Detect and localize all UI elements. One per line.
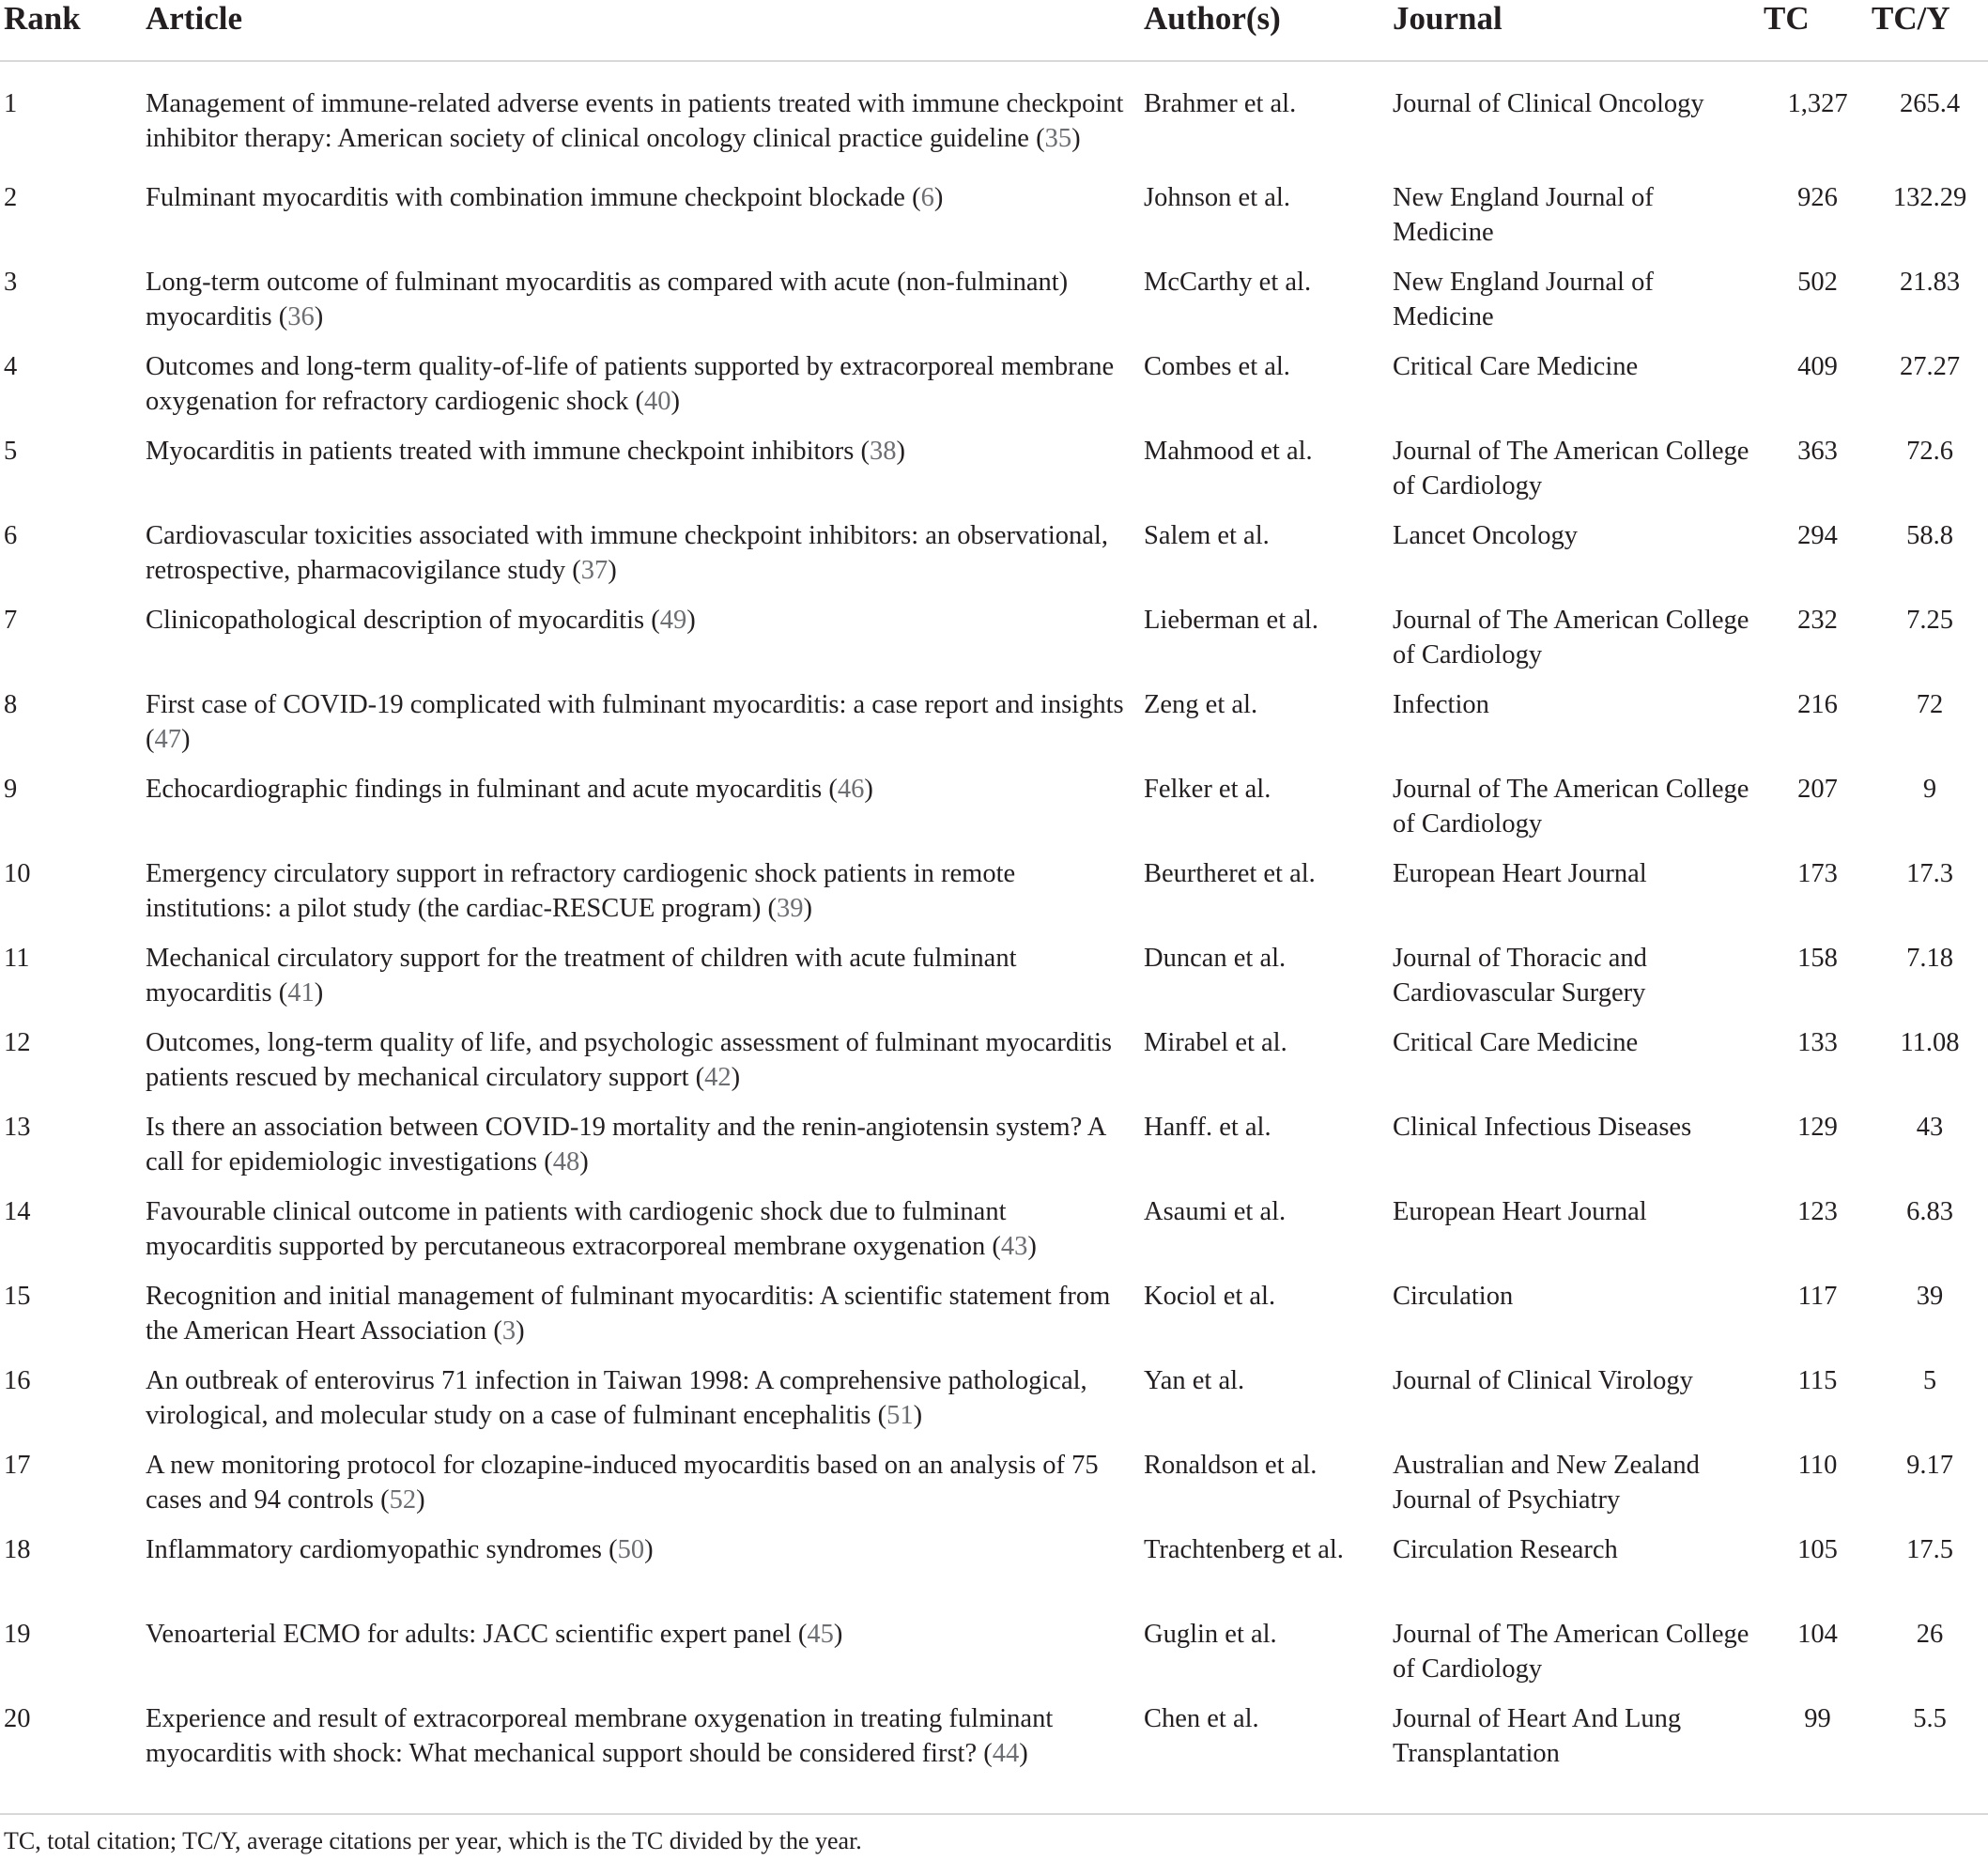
cell-journal [1393,1448,1764,1532]
reference-link[interactable]: 41 [287,978,315,1007]
cell-article [146,1701,1144,1786]
cell-authors [1144,687,1393,772]
authors-text: Johnson et al. [1144,183,1290,212]
cell-authors [1144,1279,1393,1363]
table-row [0,687,1988,772]
cell-authors [1144,941,1393,1025]
cell-journal [1393,1110,1764,1194]
cell-tc: 99 [1804,1704,1831,1733]
cell-tcy: 72 [1916,690,1944,719]
cell-tcy: 5 [1922,1366,1937,1395]
reference-link[interactable]: 39 [777,894,804,923]
cell-journal [1393,1617,1764,1701]
ref-close-paren: ) [933,183,944,212]
reference-link[interactable]: 50 [617,1535,645,1564]
reference-link[interactable]: 49 [659,606,687,635]
table-row [0,1025,1988,1110]
table-row [0,1617,1988,1701]
cell-tcy: 39 [1916,1282,1944,1311]
cell-tc: 173 [1797,859,1838,888]
authors-text: Mahmood et al. [1144,437,1313,466]
table-row [0,1279,1988,1363]
journal-text: Circulation [1393,1282,1514,1311]
table-row [0,518,1988,603]
table-row [0,1448,1988,1532]
cell-rank: 8 [4,690,18,719]
table-row [0,180,1988,265]
cell-journal [1393,1363,1764,1448]
ref-close-paren: ) [314,978,324,1007]
reference-link[interactable]: 42 [704,1063,732,1092]
cell-tcy: 72.6 [1906,437,1953,466]
authors-text: Mirabel et al. [1144,1028,1287,1057]
article-title: Management of immune-related adverse events in patients treated with immune checkpoint inhibitor therapy: American society of clinical oncology clinical practice guideline [146,89,1124,153]
cell-rank: 14 [4,1197,31,1226]
cell-rank: 4 [4,352,18,381]
cell-rank: 13 [4,1113,31,1142]
table-row [0,1532,1988,1617]
reference-link[interactable]: 43 [1000,1232,1028,1261]
table-row [0,856,1988,941]
ref-open-paren: ( [904,183,921,212]
header-article: Article [146,0,1144,61]
cell-journal [1393,772,1764,856]
cell-article [146,603,1144,687]
article-title: Inflammatory cardiomyopathic syndromes [146,1535,602,1564]
journal-text: Journal of The American College of Cardiology [1393,437,1749,500]
authors-text: Zeng et al. [1144,690,1258,719]
article-title: A new monitoring protocol for clozapine-induced myocarditis based on an analysis of 75 cases and 94 controls [146,1451,1099,1515]
cell-tcy: 27.27 [1899,352,1961,381]
authors-text: Beurtheret et al. [1144,859,1316,888]
cell-tcy: 26 [1916,1620,1944,1649]
article-title: Experience and result of extracorporeal membrane oxygenation in treating fulminant myocarditis with shock: What mechanical support should be considered first? [146,1704,1054,1768]
table-body [0,61,1988,1786]
ref-close-paren: ) [416,1485,425,1515]
cell-tc: 115 [1797,1366,1838,1395]
ref-close-paren: ) [833,1620,843,1649]
article-title: Outcomes and long-term quality-of-life of patients supported by extracorporeal membrane oxygenation for refractory cardiogenic shock [146,352,1115,416]
journal-text: Journal of The American College of Cardiology [1393,606,1749,669]
cell-tcy: 7.25 [1906,606,1953,635]
cell-authors [1144,1025,1393,1110]
cell-tc: 104 [1797,1620,1838,1649]
cell-authors [1144,1194,1393,1279]
cell-tc: 105 [1797,1535,1838,1564]
cell-journal [1393,518,1764,603]
reference-link[interactable]: 3 [501,1316,516,1346]
cell-authors [1144,1617,1393,1701]
journal-text: Journal of The American College of Cardiology [1393,775,1749,838]
ref-close-paren: ) [896,437,905,466]
reference-link[interactable]: 52 [389,1485,417,1515]
ref-close-paren: ) [181,725,191,754]
cell-journal [1393,61,1764,180]
authors-text: Chen et al. [1144,1704,1259,1733]
cell-authors [1144,1532,1393,1617]
table-row [0,434,1988,518]
table-row [0,349,1988,434]
article-title: Clinicopathological description of myocarditis [146,606,645,635]
cell-tc: 129 [1797,1113,1838,1142]
header-tc: TC [1764,0,1872,61]
reference-link[interactable]: 51 [886,1401,914,1430]
article-title: First case of COVID-19 complicated with fulminant myocarditis: a case report and insights [146,690,1124,719]
cell-tc: 123 [1797,1197,1838,1226]
table-row [0,1701,1988,1786]
cell-rank: 2 [4,183,18,212]
ref-close-paren: ) [1027,1232,1037,1261]
journal-text: Critical Care Medicine [1393,352,1639,381]
journal-text: New England Journal of Medicine [1393,268,1654,331]
ref-close-paren: ) [516,1316,525,1346]
ref-open-paren: ( [977,1739,993,1768]
journal-text: Clinical Infectious Diseases [1393,1113,1692,1142]
article-title: Myocarditis in patients treated with immune checkpoint inhibitors [146,437,855,466]
ref-open-paren: ( [854,437,870,466]
cell-tc: 133 [1797,1028,1838,1057]
cell-journal [1393,856,1764,941]
header-rank: Rank [0,0,146,61]
cell-article [146,941,1144,1025]
cell-authors [1144,61,1393,180]
ref-close-paren: ) [579,1147,589,1177]
cell-tc: 232 [1797,606,1838,635]
authors-text: Kociol et al. [1144,1282,1276,1311]
ref-close-paren: ) [644,1535,654,1564]
cell-journal [1393,603,1764,687]
cell-journal [1393,1025,1764,1110]
cell-article [146,265,1144,349]
cell-article [146,1110,1144,1194]
journal-text: Infection [1393,690,1489,719]
cell-rank: 5 [4,437,18,466]
table-header [0,0,1988,61]
cell-tc: 294 [1797,521,1838,550]
authors-text: Duncan et al. [1144,944,1287,973]
ref-open-paren: ( [644,606,660,635]
cell-authors [1144,265,1393,349]
cell-tcy: 9 [1922,775,1937,804]
ref-open-paren: ( [486,1316,502,1346]
cell-authors [1144,1701,1393,1786]
cell-authors [1144,1110,1393,1194]
ref-open-paren: ( [146,725,155,754]
authors-text: McCarthy et al. [1144,268,1312,297]
cell-tc: 216 [1797,690,1838,719]
cell-authors [1144,180,1393,265]
cell-rank: 10 [4,859,31,888]
cell-journal [1393,687,1764,772]
ref-close-paren: ) [608,556,617,585]
table-row [0,941,1988,1025]
reference-link[interactable]: 44 [992,1739,1020,1768]
cell-rank: 6 [4,521,18,550]
table-footnote: TC, total citation; TC/Y, average citations per year, which is the TC divided by the year. [4,1827,862,1854]
cell-authors [1144,1363,1393,1448]
cell-journal [1393,265,1764,349]
cell-rank: 18 [4,1535,31,1564]
cell-rank: 11 [4,944,30,973]
table-row [0,61,1988,180]
article-title: Emergency circulatory support in refractory cardiogenic shock patients in remote institutions: a pilot study (the cardiac-RESCUE program) [146,859,1016,923]
cell-article [146,61,1144,180]
authors-text: Yan et al. [1144,1366,1245,1395]
ref-close-paren: ) [803,894,813,923]
ref-open-paren: ( [271,978,288,1007]
cell-authors [1144,856,1393,941]
ref-open-paren: ( [537,1147,553,1177]
cell-rank: 12 [4,1028,31,1057]
cell-authors [1144,603,1393,687]
header-authors: Author(s) [1144,0,1393,61]
cell-tcy: 6.83 [1906,1197,1953,1226]
cell-article [146,518,1144,603]
ref-close-paren: ) [1019,1739,1028,1768]
cell-article [146,1025,1144,1110]
cell-rank: 19 [4,1620,31,1649]
cell-journal [1393,941,1764,1025]
authors-text: Combes et al. [1144,352,1290,381]
cell-authors [1144,1448,1393,1532]
header-tcy: TC/Y [1872,0,1988,61]
reference-link[interactable]: 45 [807,1620,834,1649]
reference-link[interactable]: 47 [154,725,181,754]
cell-article [146,1363,1144,1448]
cell-authors [1144,518,1393,603]
article-title: Is there an association between COVID-19 mortality and the renin-angiotensin system? A call for epidemiologic investigations [146,1113,1105,1177]
table-row [0,603,1988,687]
cell-tc: 110 [1797,1451,1838,1480]
ref-close-paren: ) [864,775,873,804]
cell-journal [1393,1194,1764,1279]
authors-text: Hanff. et al. [1144,1113,1271,1142]
cell-rank: 9 [4,775,18,804]
table-row [0,772,1988,856]
cell-article [146,1532,1144,1617]
cell-journal [1393,1279,1764,1363]
ref-open-paren: ( [565,556,581,585]
cell-tc: 409 [1797,352,1838,381]
footer-divider [0,1813,1988,1815]
cell-article [146,434,1144,518]
ref-open-paren: ( [791,1620,808,1649]
cell-authors [1144,434,1393,518]
cell-article [146,1448,1144,1532]
cell-tcy: 265.4 [1899,89,1961,118]
ref-close-paren: ) [670,387,680,416]
article-title: An outbreak of enterovirus 71 infection in Taiwan 1998: A comprehensive pathological, virological, and molecular study on a case of fulminant encephalitis [146,1366,1087,1430]
cell-journal [1393,434,1764,518]
cell-tcy: 5.5 [1913,1704,1947,1733]
article-title: Mechanical circulatory support for the treatment of children with acute fulminant myocarditis [146,944,1017,1007]
ref-open-paren: ( [985,1232,1001,1261]
ref-open-paren: ( [601,1535,618,1564]
journal-text: Journal of Clinical Virology [1393,1366,1693,1395]
journal-text: New England Journal of Medicine [1393,183,1654,247]
cell-rank: 17 [4,1451,31,1480]
article-title: Cardiovascular toxicities associated with immune checkpoint inhibitors: an observational, retrospective, pharmacovigilance study [146,521,1108,585]
cell-journal [1393,180,1764,265]
ref-open-paren: ( [1028,124,1045,153]
reference-link[interactable]: 38 [869,437,897,466]
ref-close-paren: ) [314,302,324,331]
authors-text: Felker et al. [1144,775,1271,804]
reference-link[interactable]: 40 [644,387,671,416]
journal-text: Journal of The American College of Cardiology [1393,1620,1749,1684]
cell-rank: 20 [4,1704,31,1733]
header-journal: Journal [1393,0,1764,61]
cell-tcy: 7.18 [1906,944,1953,973]
journal-text: Critical Care Medicine [1393,1028,1639,1057]
reference-link[interactable]: 48 [552,1147,580,1177]
cell-journal [1393,1701,1764,1786]
authors-text: Trachtenberg et al. [1144,1535,1344,1564]
cell-tcy: 17.5 [1906,1535,1953,1564]
journal-text: Journal of Clinical Oncology [1393,89,1704,118]
cell-authors [1144,349,1393,434]
ref-open-paren: ( [688,1063,705,1092]
cell-tc: 363 [1797,437,1838,466]
authors-text: Asaumi et al. [1144,1197,1287,1226]
ref-open-paren: ( [822,775,838,804]
article-title: Echocardiographic findings in fulminant and acute myocarditis [146,775,823,804]
ref-open-paren: ( [628,387,644,416]
authors-text: Brahmer et al. [1144,89,1297,118]
ref-open-paren: ( [871,1401,887,1430]
cell-tc: 926 [1797,183,1838,212]
cell-rank: 15 [4,1282,31,1311]
reference-link[interactable]: 46 [837,775,865,804]
cell-tcy: 21.83 [1899,268,1961,297]
cell-tcy: 9.17 [1906,1451,1953,1480]
article-title: Outcomes, long-term quality of life, and psychologic assessment of fulminant myocarditis patients rescued by mechanical circulatory support [146,1028,1112,1092]
cell-article [146,1279,1144,1363]
cell-article [146,687,1144,772]
cell-tcy: 43 [1916,1113,1944,1142]
reference-link[interactable]: 36 [287,302,315,331]
cell-journal [1393,349,1764,434]
authors-text: Guglin et al. [1144,1620,1277,1649]
article-title: Favourable clinical outcome in patients with cardiogenic shock due to fulminant myocarditis supported by percutaneous extracorporeal membrane oxygenation [146,1197,1007,1261]
cell-authors [1144,772,1393,856]
journal-text: European Heart Journal [1393,1197,1647,1226]
cell-rank: 7 [4,606,18,635]
cell-article [146,1194,1144,1279]
cell-article [146,772,1144,856]
ref-open-paren: ( [271,302,288,331]
authors-text: Ronaldson et al. [1144,1451,1318,1480]
cell-tc: 207 [1797,775,1838,804]
journal-text: Circulation Research [1393,1535,1618,1564]
journal-text: Journal of Heart And Lung Transplantation [1393,1704,1682,1768]
authors-text: Lieberman et al. [1144,606,1318,635]
cell-tc: 1,327 [1787,89,1848,118]
cell-tcy: 11.08 [1900,1028,1960,1057]
journal-text: Journal of Thoracic and Cardiovascular Surgery [1393,944,1647,1007]
ref-open-paren: ( [373,1485,390,1515]
table-row [0,265,1988,349]
cell-article [146,349,1144,434]
article-title: Recognition and initial management of fulminant myocarditis: A scientific statement from the American Heart Association [146,1282,1111,1346]
cell-journal [1393,1532,1764,1617]
cell-article [146,1617,1144,1701]
article-title: Venoarterial ECMO for adults: JACC scientific expert panel [146,1620,792,1649]
ref-open-paren: ( [761,894,778,923]
cell-tc: 502 [1797,268,1838,297]
ref-close-paren: ) [731,1063,741,1092]
cell-tcy: 58.8 [1906,521,1953,550]
cell-rank: 1 [4,89,18,118]
cell-article [146,180,1144,265]
cell-rank: 16 [4,1366,31,1395]
journal-text: European Heart Journal [1393,859,1647,888]
article-title: Long-term outcome of fulminant myocarditis as compared with acute (non-fulminant) myocarditis [146,268,1069,331]
table-row [0,1110,1988,1194]
journal-text: Lancet Oncology [1393,521,1579,550]
cell-tc: 117 [1797,1282,1838,1311]
ref-close-paren: ) [686,606,696,635]
ref-close-paren: ) [913,1401,923,1430]
cell-tcy: 132.29 [1892,183,1967,212]
authors-text: Salem et al. [1144,521,1270,550]
reference-link[interactable]: 37 [580,556,609,585]
journal-text: Australian and New Zealand Journal of Psychiatry [1393,1451,1700,1515]
reference-link[interactable]: 6 [920,183,934,212]
table-row [0,1194,1988,1279]
article-title: Fulminant myocarditis with combination immune checkpoint blockade [146,183,905,212]
cell-rank: 3 [4,268,18,297]
ref-close-paren: ) [1071,124,1081,153]
cell-tcy: 17.3 [1906,859,1953,888]
cell-article [146,856,1144,941]
cell-tc: 158 [1797,944,1838,973]
table-row [0,1363,1988,1448]
reference-link[interactable]: 35 [1044,124,1072,153]
